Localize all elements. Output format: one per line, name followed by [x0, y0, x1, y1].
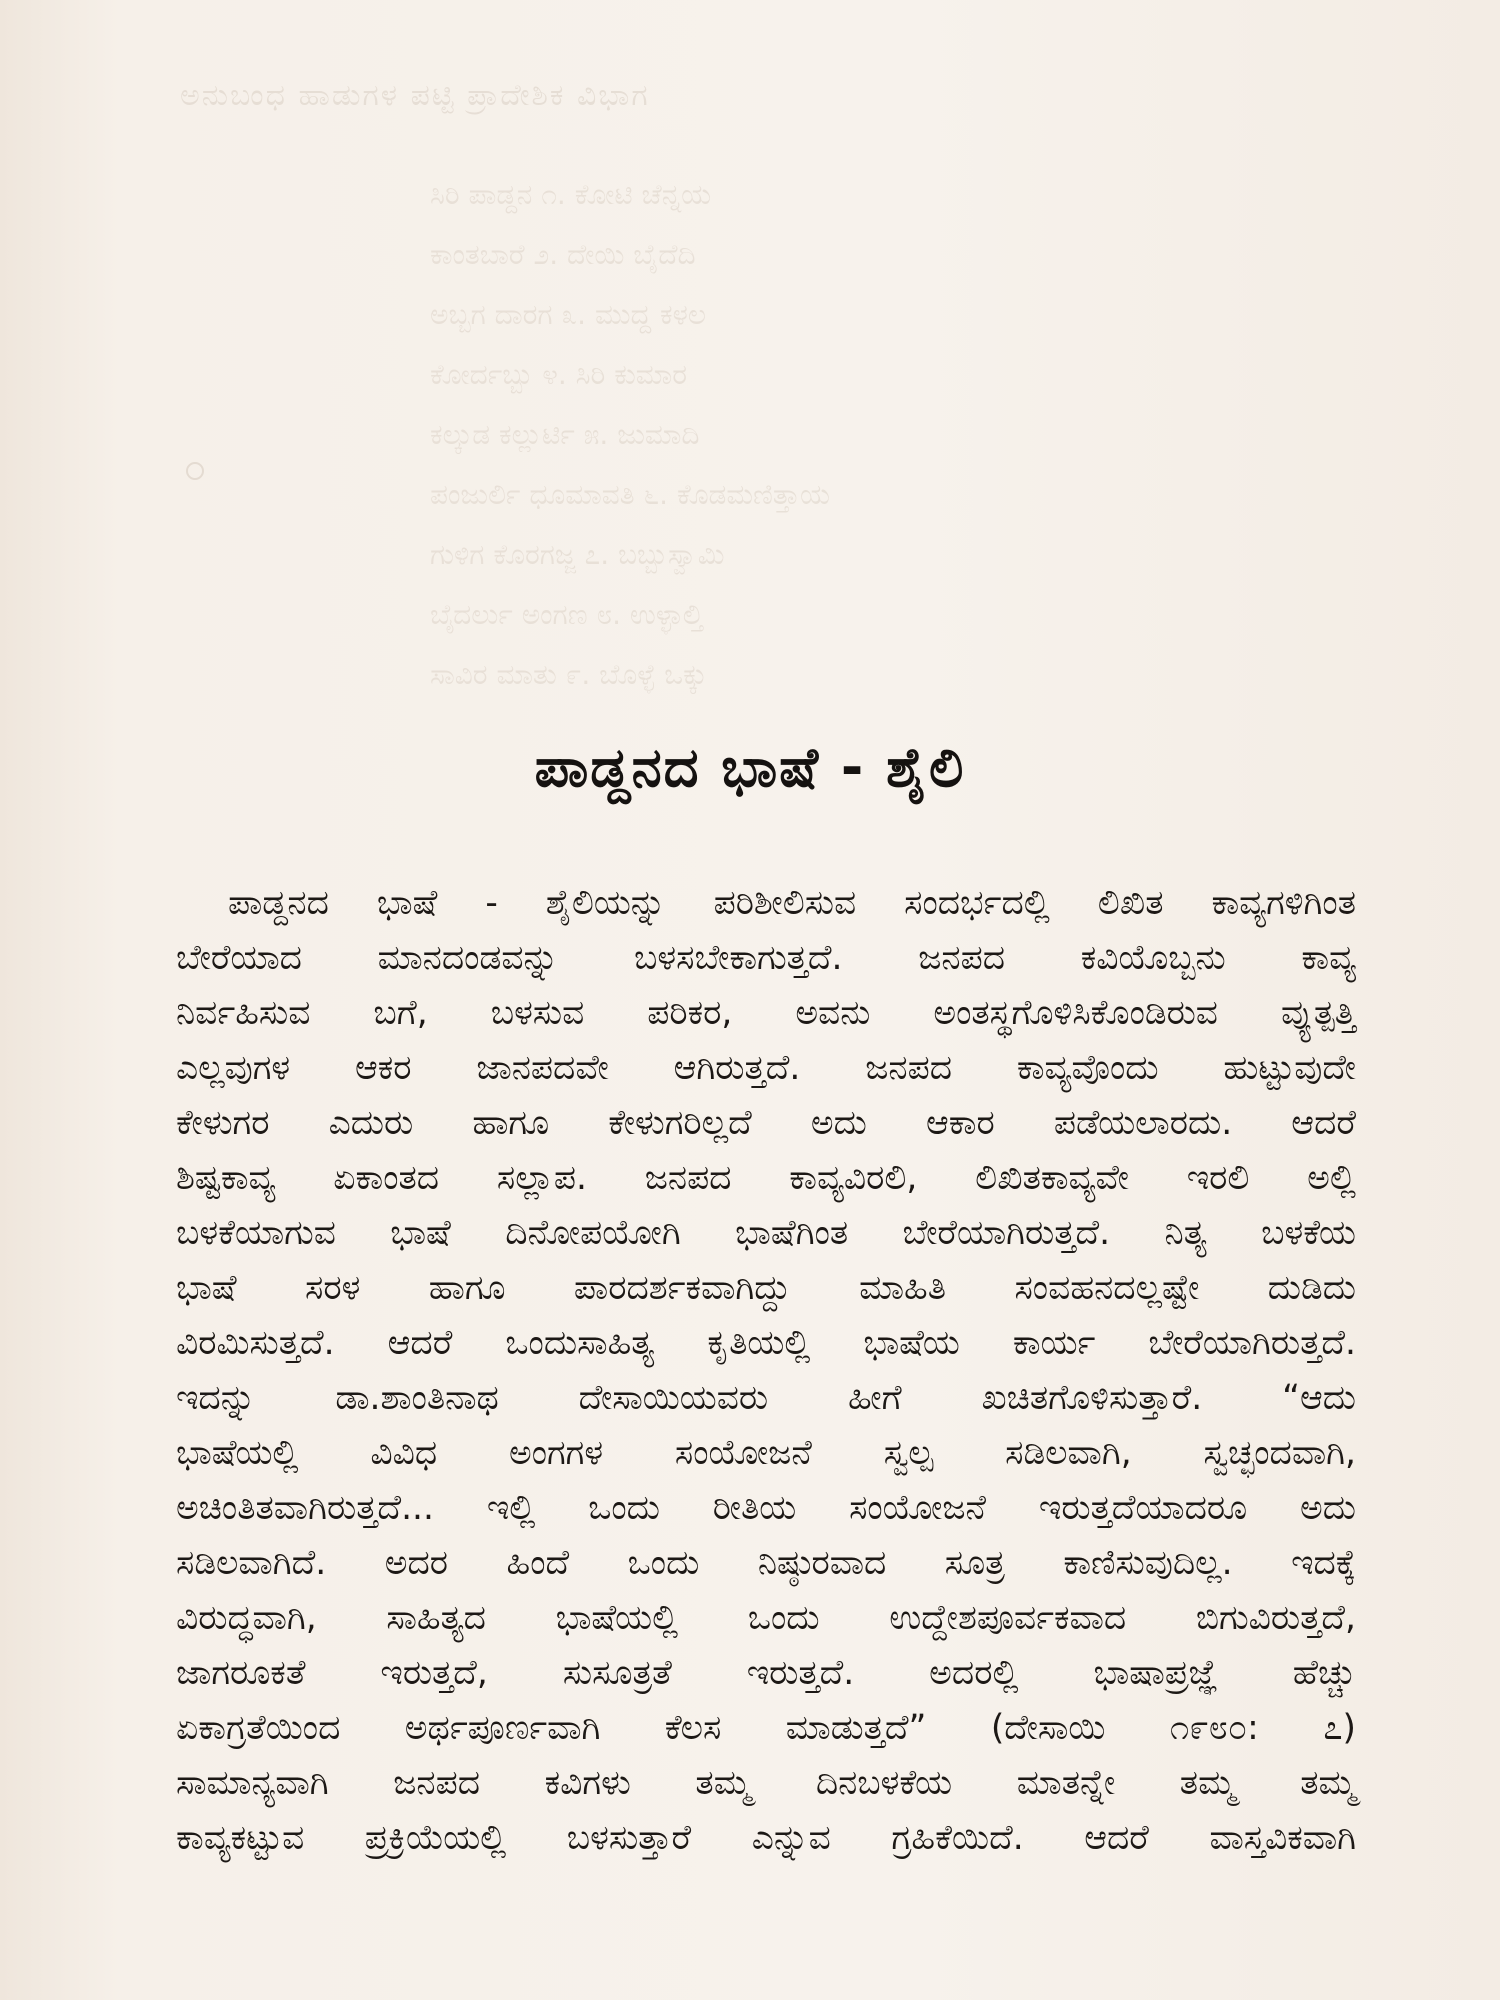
paragraph-line: ಕೇಳುಗರ ಎದುರು ಹಾಗೂ ಕೇಳುಗರಿಲ್ಲದೆ ಅದು ಆಕಾರ ಪಡೆಯಲಾರದು. ಆದರೆ — [176, 1103, 1356, 1143]
bleed-row: ಗುಳಿಗ ಕೊರಗಜ್ಜ ೭. ಬಬ್ಬುಸ್ವಾಮಿ — [430, 538, 725, 571]
paragraph-line: ಶಿಷ್ಟಕಾವ್ಯ ಏಕಾಂತದ ಸಲ್ಲಾಪ. ಜನಪದ ಕಾವ್ಯವಿರಲಿ, ಲಿಖಿತಕಾವ್ಯವೇ ಇರಲಿ ಅಲ್ಲಿ — [176, 1158, 1356, 1198]
paragraph-line: ವಿರುದ್ಧವಾಗಿ, ಸಾಹಿತ್ಯದ ಭಾಷೆಯಲ್ಲಿ ಒಂದು ಉದ್ದೇಶಪೂರ್ವಕವಾದ ಬಿಗುವಿರುತ್ತದೆ, — [176, 1598, 1356, 1638]
bleed-through-mark — [186, 462, 204, 480]
paragraph-line: ಭಾಷೆ ಸರಳ ಹಾಗೂ ಪಾರದರ್ಶಕವಾಗಿದ್ದು ಮಾಹಿತಿ ಸಂವಹನದಲ್ಲಷ್ಟೇ ದುಡಿದು — [176, 1268, 1356, 1308]
bleed-row: ಕಾಂತಬಾರೆ ೨. ದೇಯಿ ಬೈದೆದಿ — [430, 238, 696, 271]
paragraph-line: ಸಡಿಲವಾಗಿದೆ. ಅದರ ಹಿಂದೆ ಒಂದು ನಿಷ್ಠುರವಾದ ಸೂತ್ರ ಕಾಣಿಸುವುದಿಲ್ಲ. ಇದಕ್ಕೆ — [176, 1543, 1356, 1583]
paragraph-line: ಬಳಕೆಯಾಗುವ ಭಾಷೆ ದಿನೋಪಯೋಗಿ ಭಾಷೆಗಿಂತ ಬೇರೆಯಾಗಿರುತ್ತದೆ. ನಿತ್ಯ ಬಳಕೆಯ — [176, 1213, 1356, 1253]
bleed-row: ಕಲ್ಕುಡ ಕಲ್ಲುರ್ಟಿ ೫. ಜುಮಾದಿ — [430, 418, 700, 451]
paragraph-line: ಎಲ್ಲವುಗಳ ಆಕರ ಜಾನಪದವೇ ಆಗಿರುತ್ತದೆ. ಜನಪದ ಕಾವ್ಯವೊಂದು ಹುಟ್ಟುವುದೇ — [176, 1048, 1356, 1088]
paragraph-line: ಏಕಾಗ್ರತೆಯಿಂದ ಅರ್ಥಪೂರ್ಣವಾಗಿ ಕೆಲಸ ಮಾಡುತ್ತದೆ” (ದೇಸಾಯಿ ೧೯೮೦: ೭) — [176, 1708, 1356, 1748]
paragraph-line: ಇದನ್ನು ಡಾ.ಶಾಂತಿನಾಥ ದೇಸಾಯಿಯವರು ಹೀಗೆ ಖಚಿತಗೊಳಿಸುತ್ತಾರೆ. “ಆದು — [176, 1378, 1356, 1418]
bleed-row: ಪಂಜುರ್ಲಿ ಧೂಮಾವತಿ ೬. ಕೊಡಮಣಿತ್ತಾಯ — [430, 478, 830, 511]
bleed-through-header: ಅನುಬಂಧ ಹಾಡುಗಳ ಪಟ್ಟಿ ಪ್ರಾದೇಶಿಕ ವಿಭಾಗ — [180, 78, 650, 113]
bleed-row: ಅಬ್ಬಗ ದಾರಗ ೩. ಮುದ್ದ ಕಳಲ — [430, 298, 706, 331]
paragraph-line: ಬೇರೆಯಾದ ಮಾನದಂಡವನ್ನು ಬಳಸಬೇಕಾಗುತ್ತದೆ. ಜನಪದ ಕವಿಯೊಬ್ಬನು ಕಾವ್ಯ — [176, 938, 1356, 978]
paragraph-line: ಪಾಡ್ದನದ ಭಾಷೆ - ಶೈಲಿಯನ್ನು ಪರಿಶೀಲಿಸುವ ಸಂದರ್ಭದಲ್ಲಿ ಲಿಖಿತ ಕಾವ್ಯಗಳಿಗಿಂತ — [228, 883, 1356, 923]
section-title: ಪಾಡ್ದನದ ಭಾಷೆ - ಶೈಲಿ — [534, 736, 966, 800]
paragraph-line: ವಿರಮಿಸುತ್ತದೆ. ಆದರೆ ಒಂದುಸಾಹಿತ್ಯ ಕೃತಿಯಲ್ಲಿ ಭಾಷೆಯ ಕಾರ್ಯ ಬೇರೆಯಾಗಿರುತ್ತದೆ. — [176, 1323, 1356, 1363]
paragraph-line: ನಿರ್ವಹಿಸುವ ಬಗೆ, ಬಳಸುವ ಪರಿಕರ, ಅವನು ಅಂತಸ್ಥಗೊಳಿಸಿಕೊಂಡಿರುವ ವ್ಯುತ್ಪತ್ತಿ — [176, 993, 1356, 1033]
bleed-row: ಸಾವಿರ ಮಾತು ೯. ಬೊಳ್ಳೆ ಒಕ್ಕು — [430, 658, 708, 691]
paragraph-line: ಅಚಿಂತಿತವಾಗಿರುತ್ತದೆ... ಇಲ್ಲಿ ಒಂದು ರೀತಿಯ ಸಂಯೋಜನೆ ಇರುತ್ತದೆಯಾದರೂ ಅದು — [176, 1488, 1356, 1528]
bleed-row: ಕೋರ್ದಬ್ಬು ೪. ಸಿರಿ ಕುಮಾರ — [430, 358, 688, 391]
body-paragraph — [176, 876, 1356, 1866]
paragraph-line: ಸಾಮಾನ್ಯವಾಗಿ ಜನಪದ ಕವಿಗಳು ತಮ್ಮ ದಿನಬಳಕೆಯ ಮಾತನ್ನೇ ತಮ್ಮ ತಮ್ಮ — [176, 1763, 1356, 1803]
paragraph-line: ಭಾಷೆಯಲ್ಲಿ ವಿವಿಧ ಅಂಗಗಳ ಸಂಯೋಜನೆ ಸ್ವಲ್ಪ ಸಡಿಲವಾಗಿ, ಸ್ವಚ್ಛಂದವಾಗಿ, — [176, 1433, 1356, 1473]
paragraph-line: ಜಾಗರೂಕತೆ ಇರುತ್ತದೆ, ಸುಸೂತ್ರತೆ ಇರುತ್ತದೆ. ಅದರಲ್ಲಿ ಭಾಷಾಪ್ರಜ್ಞೆ ಹೆಚ್ಚು — [176, 1653, 1356, 1693]
bleed-row: ಬೈದರ್ಲು ಅಂಗಣ ೮. ಉಳ್ಳಾಲ್ತಿ — [430, 598, 703, 631]
bleed-row: ಸಿರಿ ಪಾಡ್ದನ ೧. ಕೋಟಿ ಚೆನ್ನಯ — [430, 178, 712, 211]
paragraph-line: ಕಾವ್ಯಕಟ್ಟುವ ಪ್ರಕ್ರಿಯೆಯಲ್ಲಿ ಬಳಸುತ್ತಾರೆ ಎನ್ನುವ ಗ್ರಹಿಕೆಯಿದೆ. ಆದರೆ ವಾಸ್ತವಿಕವಾಗಿ — [176, 1818, 1356, 1858]
